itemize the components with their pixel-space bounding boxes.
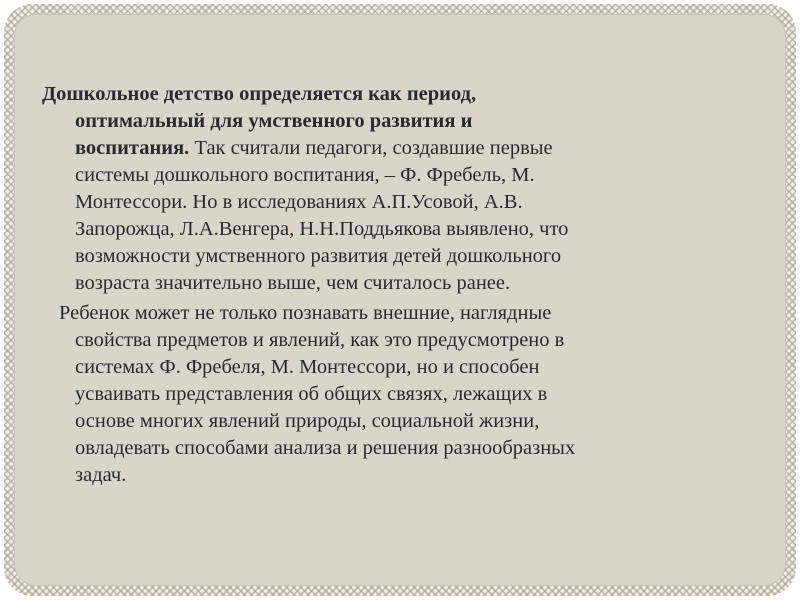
paragraph-1-line-7: возможности умственного развития детей дошкольного [75,245,562,267]
paragraph-2-line-2: свойства предметов и явлений, как это предусмотрено в [75,329,565,351]
regular-text: Так считали педагоги, создавшие первые [189,137,553,159]
paragraph-2-line-6: овладевать способами анализа и решения разнообразных [75,437,576,459]
paragraph-1-line-1 [42,81,742,108]
paragraph-2 [42,300,742,489]
paragraph-1-line-5: Монтессори. Но в исследованиях А.П.Усовой, А.В. [75,191,523,213]
paragraph-1-line-4: системы дошкольного воспитания, – Ф. Фребель, М. [75,164,535,186]
slide-body-text [42,81,742,489]
paragraph-1-line-2 [42,108,742,135]
slide [4,4,796,596]
bold-text: оптимальный для умственного развития и [75,110,473,132]
paragraph-1-line-8: возраста значительно выше, чем считалось ранее. [75,272,511,294]
paragraph-2-line-1: Ребенок может не только познавать внешние, наглядные [59,302,552,324]
paragraph-1 [42,81,742,297]
paragraph-1-line-3 [42,135,742,162]
paragraph-1-line-6: Запорожца, Л.А.Венгера, Н.Н.Поддьякова выявлено, что [75,218,569,240]
paragraph-2-line-7: задач. [75,464,127,486]
bold-text: воспитания. [75,137,190,159]
bold-text: Дошкольное детство определяется как период, [42,83,477,105]
paragraph-2-line-5: основе многих явлений природы, социальной жизни, [75,410,540,432]
paragraph-2-line-4: усваивать представления об общих связях, лежащих в [75,383,548,405]
paragraph-2-line-3: системах Ф. Фребеля, М. Монтессори, но и способен [75,356,540,378]
